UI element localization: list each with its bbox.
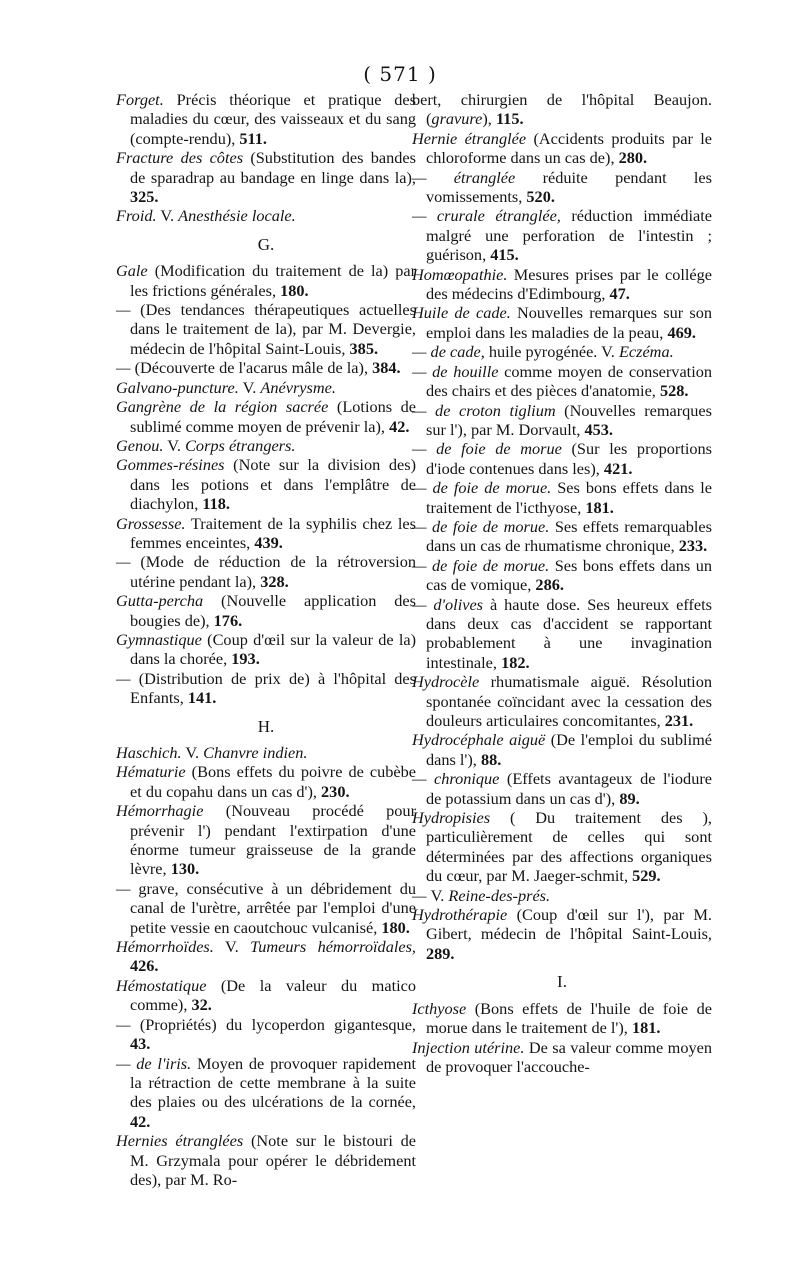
page-reference: 385. xyxy=(349,338,379,358)
entry-text: (Découverte de l'acarus mâle de la), xyxy=(134,358,373,378)
index-entry xyxy=(116,378,416,397)
entry-text: (Modification du traitement de la) par les frictions générales, xyxy=(130,261,416,300)
right-column xyxy=(412,90,712,1076)
entry-reference: Corps étrangers. xyxy=(185,435,296,455)
entry-text: (Note sur le bistouri de M. Grzymala pour opérer le débridement des), par M. Ro- xyxy=(130,1131,417,1189)
entry-text: ( Du traitement des ), particulièrement de celles qui sont déterminées par des affections organiques du cœur, par M. Jaeger-schmit, xyxy=(426,808,712,886)
entry-text: (Effets avantageux de l'iodure de potassium dans un cas d'), xyxy=(426,769,712,808)
entry-heading: Froid. xyxy=(116,206,157,226)
entry-reference: Eczéma. xyxy=(618,342,674,362)
entry-text: réduite pendant les vomissements, xyxy=(426,167,712,207)
index-entry xyxy=(116,1015,416,1054)
entry-text: Traitement de la syphilis chez les femmes enceintes, xyxy=(130,513,416,552)
page-reference: 289. xyxy=(426,943,455,963)
entry-text: (Note sur la division des) dans les potions et dans l'emplâtre de diachylon, xyxy=(130,455,416,514)
page-reference: 325. xyxy=(130,187,159,207)
index-entry xyxy=(412,556,712,595)
entry-text: à haute dose. Ses heureux effets dans deux cas d'accident se rapportant probablement à une invagination intestinale, xyxy=(426,594,712,672)
page-reference: 286. xyxy=(535,575,564,595)
index-entry xyxy=(116,148,416,206)
page-reference: 529. xyxy=(632,866,661,886)
page-reference: 32. xyxy=(191,995,212,1015)
entry-text: (Bons effets du poivre de cubèbe et du copahu dans un cas d'), xyxy=(130,762,416,801)
entry-heading: — xyxy=(116,300,141,320)
entry-text: comme moyen de conservation des chairs et des pièces d'anatomie, xyxy=(426,361,713,401)
entry-heading: — chronique xyxy=(412,769,500,789)
entry-heading: Hernie étranglée xyxy=(412,128,527,148)
entry-text: (Substitution des bandes de sparadrap au bandage en linge dans la), xyxy=(130,148,416,187)
index-entry xyxy=(116,397,416,436)
entry-heading: — xyxy=(116,552,141,572)
entry-text: V. xyxy=(430,885,449,905)
entry-text: (Accidents produits par le chloroforme dans un cas de), xyxy=(426,128,713,168)
index-entry xyxy=(412,905,712,963)
entry-heading: — étranglée xyxy=(412,167,516,187)
entry-heading: — xyxy=(116,878,139,898)
entry-text: Ses effets remarquables dans un cas de rhumatisme chronique, xyxy=(426,516,712,556)
page-reference: 328. xyxy=(260,571,289,591)
entry-text: (Nouvelles remarques sur l'), par M. Dorvault, xyxy=(426,400,712,439)
entry-text: (Des tendances thérapeutiques actuelles dans le traitement de la), par M. Devergie, médecin de l'hôpital Saint-Louis, xyxy=(130,300,416,358)
index-entry xyxy=(116,300,416,358)
entry-text: rhumatismale aiguë. Résolution spontanée coïncidant avec la cessation des douleurs articulaires concomitantes, xyxy=(426,672,712,730)
index-entry xyxy=(412,730,712,769)
page-reference: 453. xyxy=(584,419,613,439)
entry-text: (Propriétés) du lycoperdon gigantesque, xyxy=(139,1014,416,1034)
entry-text: (De l'emploi du sublimé dans l'), xyxy=(426,730,712,769)
page-reference: 439. xyxy=(254,532,283,552)
index-entry xyxy=(116,261,416,300)
entry-reference: Anévrysme. xyxy=(260,377,336,397)
page-reference: 180. xyxy=(280,280,309,300)
entry-heading: — de foie de morue xyxy=(412,439,562,459)
page-reference: 42. xyxy=(130,1111,151,1131)
index-entry xyxy=(412,362,712,401)
entry-text: (Lotions de sublimé comme moyen de prévenir la), xyxy=(130,397,417,436)
entry-text: (Coup d'œil sur la valeur de la) dans la chorée, xyxy=(130,629,416,669)
entry-heading: Gymnastique xyxy=(116,629,202,649)
entry-text: bert, chirurgien de l'hôpital Beaujon. ( xyxy=(412,90,712,129)
index-entry xyxy=(412,999,712,1038)
entry-heading: — crurale étranglée, xyxy=(412,206,561,226)
index-entry xyxy=(412,129,712,168)
entry-text: (Sur les proportions d'iode contenues dans les), xyxy=(426,439,712,478)
page-reference: 181. xyxy=(631,1018,661,1038)
entry-text: (De la valeur du matico comme), xyxy=(130,975,416,1015)
entry-text: (Coup d'œil sur l'), par M. Gibert, médecin de l'hôpital Saint-Louis, xyxy=(426,905,712,944)
entry-heading: Hématurie xyxy=(116,762,186,782)
index-entry xyxy=(116,591,416,630)
entry-text: huile pyrogénée. V. xyxy=(484,342,619,362)
index-entry xyxy=(412,1038,712,1077)
page-reference: 176. xyxy=(213,610,243,630)
index-entry xyxy=(412,265,712,304)
entry-heading: Forget. xyxy=(116,90,164,109)
index-entry xyxy=(412,401,712,440)
entry-heading: — xyxy=(116,358,135,378)
page-reference: 520. xyxy=(526,187,555,207)
index-entry xyxy=(116,801,416,879)
entry-text: De sa valeur comme moyen de provoquer l'accouche- xyxy=(426,1037,712,1076)
page-reference: 118. xyxy=(202,494,230,514)
index-entry xyxy=(412,342,712,361)
index-entry xyxy=(116,762,416,801)
entry-heading: Hémostatique xyxy=(116,975,207,995)
index-entry xyxy=(116,552,416,591)
page-reference: 182. xyxy=(501,652,530,672)
entry-text: réduction immédiate malgré une perforation de l'intestin ; guérison, xyxy=(426,206,712,265)
index-entry xyxy=(412,478,712,517)
section-letter: G. xyxy=(257,234,275,254)
index-entry xyxy=(412,303,712,342)
section-letter: I. xyxy=(557,972,567,992)
index-entry xyxy=(412,672,712,730)
entry-text: (Distribution de prix de) à l'hôpital des Enfants, xyxy=(130,668,416,708)
page-reference: 511. xyxy=(239,128,267,148)
index-entry xyxy=(116,937,416,976)
entry-text: V. xyxy=(156,206,179,226)
page-reference: 89. xyxy=(619,788,640,808)
entry-heading: Hydrocèle xyxy=(412,672,480,692)
entry-text: V. xyxy=(213,937,251,957)
index-entry xyxy=(412,517,712,556)
entry-heading: Hydrocéphale aiguë xyxy=(412,730,546,750)
entry-text: V. xyxy=(238,377,261,397)
entry-heading: Galvano-puncture. xyxy=(116,377,239,397)
page-reference: 193. xyxy=(231,649,260,669)
entry-heading: — d'olives xyxy=(412,594,484,614)
entry-heading: Fracture des côtes xyxy=(116,148,244,168)
page-reference: 115. xyxy=(495,109,524,129)
page-reference: 280. xyxy=(618,148,648,168)
index-entry xyxy=(116,1131,416,1189)
entry-heading: — de cade, xyxy=(412,342,485,362)
entry-heading: — de foie de morue. xyxy=(412,555,550,575)
entry-heading: Gale xyxy=(116,261,148,281)
index-entry xyxy=(412,439,712,478)
index-entry xyxy=(412,769,712,808)
index-entry xyxy=(116,1054,416,1132)
index-entry xyxy=(116,669,416,708)
entry-heading: — xyxy=(116,668,139,688)
index-entry xyxy=(116,358,416,377)
entry-heading: Hémorrhagie xyxy=(116,801,204,821)
page-reference: 141. xyxy=(187,688,217,708)
page-reference: 230. xyxy=(321,781,350,801)
entry-reference: gravure xyxy=(431,109,483,129)
entry-reference: Tumeurs hémorroïdales, xyxy=(250,937,416,957)
entry-heading: Gommes-résines xyxy=(116,455,225,475)
page-reference: 421. xyxy=(603,458,633,478)
entry-reference: Anesthésie locale. xyxy=(178,206,296,226)
index-entry xyxy=(412,886,712,905)
entry-text: Mesures prises par le collége des médecins d'Edimbourg, xyxy=(426,264,712,304)
index-entry xyxy=(412,168,712,207)
entry-heading: Hémorrhoïdes. xyxy=(116,937,214,957)
entry-heading: Gutta-percha xyxy=(116,591,204,611)
index-entry xyxy=(116,206,416,225)
page-reference: 231. xyxy=(664,711,694,730)
page-reference: 384. xyxy=(372,358,401,378)
entry-heading: — de croton tiglium xyxy=(412,400,556,420)
page-reference: 43. xyxy=(130,1034,151,1054)
entry-reference: Reine-des-prés. xyxy=(448,885,551,905)
index-entry xyxy=(412,808,712,886)
index-entry xyxy=(116,436,416,455)
entry-text: Ses bons effets dans un cas de vomique, xyxy=(426,555,713,595)
entry-text: grave, consécutive à un débridement du canal de l'urètre, arrêtée par l'emploi d'une petite vessie en caoutchouc vulcanisé, xyxy=(130,878,416,937)
index-entry xyxy=(116,976,416,1015)
entry-text: Moyen de provoquer rapidement la rétraction de cette membrane à la suite des plaies ou des ulcérations de la cornée, xyxy=(130,1053,417,1112)
entry-heading: Hydropisies xyxy=(412,808,491,828)
index-entry xyxy=(116,455,416,513)
page-reference: 130. xyxy=(170,859,200,879)
page-reference: 88. xyxy=(480,749,502,769)
entry-text: (Nouvelle application des bougies de), xyxy=(130,591,416,630)
entry-heading: — xyxy=(412,885,431,905)
entry-text: V. xyxy=(163,435,186,455)
page-reference: 426. xyxy=(130,956,159,976)
entry-heading: — de foie de morue. xyxy=(412,478,552,498)
index-entry xyxy=(412,90,712,129)
page-reference: 415. xyxy=(490,245,519,265)
entry-heading: Hernies étranglées xyxy=(116,1131,244,1151)
entry-text: (Nouveau procédé pour prévenir l') pendant l'extirpation d'une énorme tumeur graisseuse de la grande lèvre, xyxy=(130,801,416,879)
entry-heading: — de houille xyxy=(412,361,499,381)
index-entry xyxy=(116,879,416,937)
page-number: ( 571 ) xyxy=(363,62,437,86)
left-column xyxy=(116,90,416,1189)
index-entry xyxy=(116,514,416,553)
page-reference: 47. xyxy=(609,284,630,304)
entry-heading: — xyxy=(116,1014,140,1034)
entry-heading: Grossesse. xyxy=(116,513,186,533)
entry-text: V. xyxy=(181,743,204,762)
entry-text: (Mode de réduction de la rétroversion utérine pendant la), xyxy=(130,552,416,591)
index-entry xyxy=(412,595,712,673)
entry-heading: Hydrothérapie xyxy=(412,905,508,925)
entry-heading: Genou. xyxy=(116,435,164,455)
entry-heading: — de l'iris. xyxy=(116,1053,192,1073)
page-reference: 42. xyxy=(389,416,410,436)
page-reference: 181. xyxy=(585,497,614,517)
entry-heading: Gangrène de la région sacrée xyxy=(116,397,329,417)
index-entry xyxy=(116,90,416,148)
entry-text: Nouvelles remarques sur son emploi dans les maladies de la peau, xyxy=(426,303,712,342)
entry-heading: Icthyose xyxy=(412,998,467,1018)
entry-heading: — de foie de morue. xyxy=(412,516,550,536)
page-reference: 528. xyxy=(659,381,689,401)
index-entry xyxy=(412,206,712,264)
page-reference: 233. xyxy=(678,536,708,556)
entry-heading: Injection utérine. xyxy=(412,1037,525,1057)
entry-reference: Chanvre indien. xyxy=(203,743,308,762)
index-entry xyxy=(116,743,416,762)
entry-text: (Bons effets de l'huile de foie de morue dans le traitement de l'), xyxy=(426,998,712,1038)
entry-text: Ses bons effets dans le traitement de l'icthyose, xyxy=(426,478,713,517)
page-reference: 180. xyxy=(381,917,410,937)
entry-text: ), xyxy=(482,109,496,129)
entry-heading: Huile de cade. xyxy=(412,303,511,323)
section-letter: H. xyxy=(257,716,275,736)
page-reference: 469. xyxy=(667,322,696,342)
entry-heading: Haschich. xyxy=(116,743,182,762)
entry-text: Précis théorique et pratique des maladies du cœur, des vaisseaux et du sang (compte-rendu), xyxy=(130,90,416,148)
entry-heading: Homœopathie. xyxy=(412,264,508,284)
index-entry xyxy=(116,630,416,669)
